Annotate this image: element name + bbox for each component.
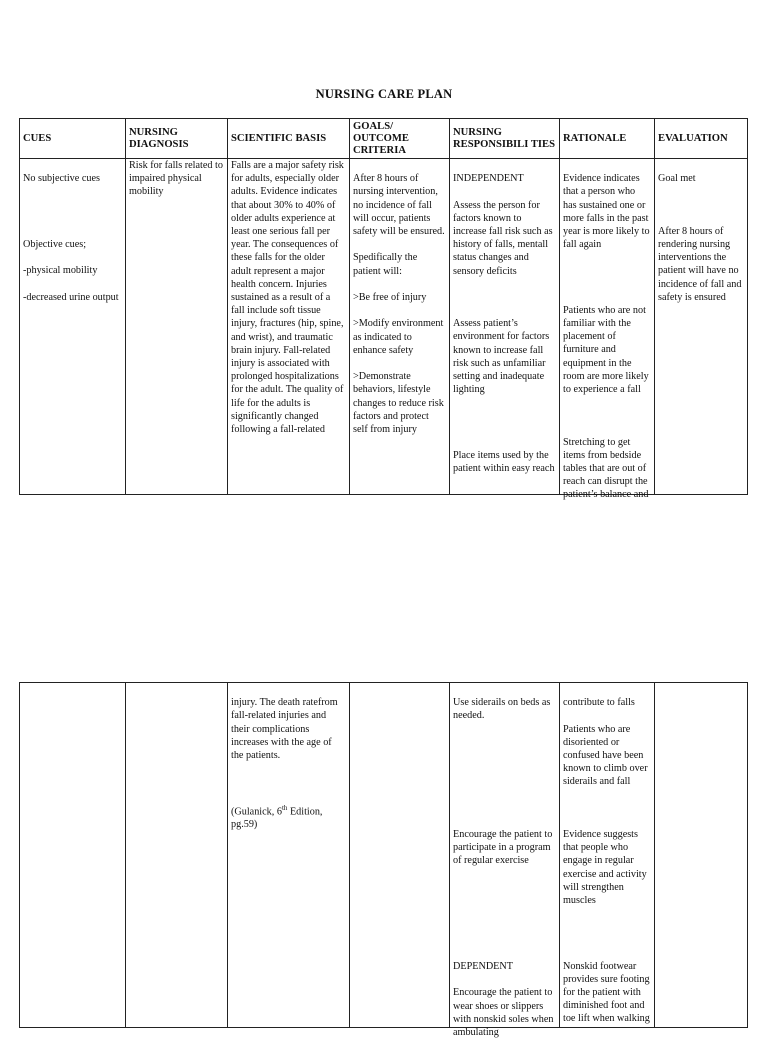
- goal-item: >Modify environment as indicated to enhance safety: [353, 318, 444, 356]
- table-row: [20, 683, 748, 1028]
- responsibility-item: Assess patient’s environment for factors known to increase fall risk such as unfamiliar setting and inadequate lighting: [453, 318, 550, 396]
- cell-evaluation: [655, 159, 748, 495]
- header-scientific-basis: SCIENTIFIC BASIS: [228, 119, 350, 159]
- objective-cue: -decreased urine output: [23, 291, 119, 303]
- citation: (Gulanick, 6th Edition, pg.59): [231, 803, 323, 831]
- rationale-item: contribute to falls: [563, 697, 635, 709]
- responsibility-item: Use siderails on beds as needed.: [453, 697, 551, 722]
- cell-nursing-diagnosis: [126, 159, 228, 495]
- independent-label: INDEPENDENT: [453, 173, 524, 185]
- table-row: [20, 159, 748, 495]
- cell-nursing-responsibilities: [450, 159, 560, 495]
- goal-item: >Be free of injury: [353, 292, 427, 304]
- diagnosis-text: Risk for falls related to impaired physical mobility: [129, 160, 223, 198]
- evaluation-status: Goal met: [658, 173, 696, 185]
- cell-nursing-diagnosis: [126, 683, 228, 1028]
- goal-item: >Demonstrate behaviors, lifestyle changes to reduce risk factors and protect self from injury: [353, 371, 444, 436]
- scientific-basis-text: injury. The death ratefrom fall-related injuries and their complications increases with the age of the patients.: [231, 697, 338, 762]
- rationale-item: Stretching to get items from bedside tables that are out of reach can disrupt the patient’s balance and: [563, 436, 649, 501]
- care-plan-table-part-1: [19, 118, 748, 501]
- objective-cues-label: Objective cues;: [23, 238, 87, 250]
- responsibility-item: Encourage the patient to wear shoes or slippers with nonskid soles when ambulating: [453, 987, 554, 1039]
- cell-nursing-responsibilities: [450, 683, 560, 1039]
- header-nursing-responsibilities: NURSING RESPONSIBILI TIES: [450, 119, 560, 159]
- cell-evaluation: [655, 683, 748, 1028]
- goal-intro: After 8 hours of nursing intervention, no incidence of fall will occur, patients safety will be ensured.: [353, 173, 445, 238]
- rationale-item: Evidence suggests that people who engage in regular exercise and activity will strengthen muscles: [563, 829, 647, 907]
- header-goals-outcome-criteria: GOALS/ OUTCOME CRITERIA: [350, 119, 450, 159]
- cell-goals: [350, 159, 450, 495]
- goal-specific-label: Spedifically the patient will:: [353, 252, 418, 277]
- cell-rationale: [560, 159, 655, 501]
- cell-cues: [20, 159, 126, 495]
- objective-cue: -physical mobility: [23, 265, 98, 277]
- header-row: [20, 119, 748, 159]
- rationale-item: Patients who are disoriented or confused have been known to climb over siderails and fall: [563, 723, 648, 788]
- cell-scientific-basis: [228, 159, 350, 495]
- evaluation-detail: After 8 hours of rendering nursing interventions the patient will have no incidence of fall and safety is ensured: [658, 225, 742, 303]
- responsibility-item: Encourage the patient to participate in a program of regular exercise: [453, 829, 553, 867]
- cell-cues: [20, 683, 126, 1028]
- page-title: NURSING CARE PLAN: [315, 87, 453, 101]
- rationale-item: Patients who are not familiar with the placement of furniture and equipment in the room are more likely to experience a fall: [563, 304, 649, 396]
- responsibility-item: Assess the person for factors known to increase fall risk such as history of falls, mentall status changes and sensory deficits: [453, 199, 553, 277]
- responsibility-item: Place items used by the patient within easy reach: [453, 449, 555, 475]
- rationale-item: Evidence indicates that a person who has sustained one or more falls in the past year is more likely to fall again: [563, 173, 650, 251]
- care-plan-table-part-2: [19, 682, 748, 1039]
- cell-rationale: [560, 683, 655, 1028]
- header-nursing-diagnosis: NURSING DIAGNOSIS: [126, 119, 228, 159]
- header-rationale: RATIONALE: [560, 119, 655, 159]
- cell-scientific-basis: [228, 683, 350, 1028]
- header-cues: CUES: [20, 119, 126, 159]
- dependent-label: DEPENDENT: [453, 961, 513, 973]
- subjective-cues: No subjective cues: [23, 173, 100, 185]
- scientific-basis-text: Falls are a major safety risk for adults, especially older adults. Evidence indicates that about 30% to 40% of older adults experience at least one serious fall per year. The consequences of these falls for the older adult represent a major health concern. Injuries sustained as a result of a fall include soft tissue injury, fractures (hip, spine, and wrist), and traumatic brain injury. Fall-related injury is associated with prolonged hospitalizations for the adult. The quality of life for the adults is significantly changed following a fall-related: [231, 160, 344, 436]
- cell-goals: [350, 683, 450, 1028]
- rationale-item: Nonskid footwear provides sure footing for the patient with diminished foot and toe lift when walking: [563, 960, 650, 1025]
- header-evaluation: EVALUATION: [655, 119, 748, 159]
